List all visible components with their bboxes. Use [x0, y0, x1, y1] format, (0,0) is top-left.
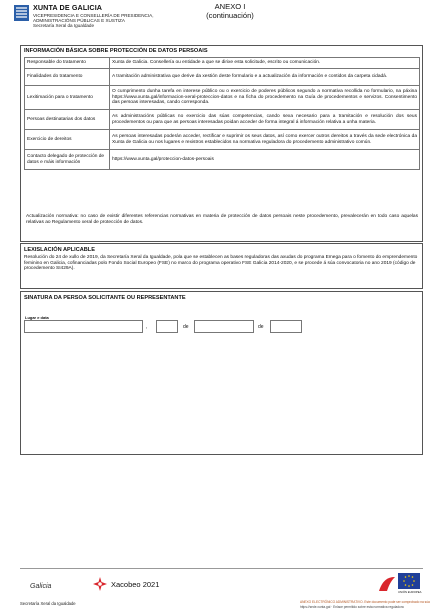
- table-row: [25, 69, 420, 86]
- eu-flag-icon: [398, 573, 420, 589]
- legislation-title: LEXISLACIÓN APLICABLE: [24, 247, 95, 253]
- org-line-3: Secretaría Xeral da Igualdade: [33, 23, 95, 28]
- xacobeo-logo-icon: [92, 576, 108, 592]
- row-value: O cumprimento dunha tarefa en interese público ou o exercicio de poderes públicos segundo a normativa recollida no formulario, na páxina https://www.xunta.gal/informacion-xeral-proteccion-datos e na ficha do procedemento na Guía de procedementos e servizos. Consentimento das persoas interesadas, cando corresponda.: [110, 86, 420, 110]
- dpo-link[interactable]: https://www.xunta.gal/proteccion-datos-persoais: [112, 156, 214, 162]
- row-value: A tramitación administrativa que derive da xestión deste formulario e a actualización da información e contidos da carpeta cidadá.: [110, 69, 420, 86]
- table-row: [25, 150, 420, 170]
- table-row: [25, 86, 420, 110]
- day-input[interactable]: [156, 320, 178, 333]
- org-name: XUNTA DE GALICIA: [33, 3, 103, 12]
- xacobeo-logo-text: Xacobeo 2021: [111, 580, 160, 589]
- footer-department: Secretaría Xeral da Igualdade: [20, 601, 76, 606]
- annex-heading: ANEXO I: [214, 2, 246, 11]
- row-label: Responsable do tratamento: [25, 58, 110, 69]
- verification-line-1: ANEXO ELECTRÓNICO ADMINISTRATIVO. Este documento pode ser comprobado na súa: [300, 600, 430, 604]
- xunta-logo-icon: [14, 5, 29, 21]
- verification-line-2: https://sede.xunta.gal · Enlace permitido sobre esta normativa reguladora: [300, 605, 404, 609]
- fse-logo-icon: [377, 575, 397, 593]
- de-separator-2: de: [258, 324, 264, 330]
- galicia-logo-text: Galicia: [30, 583, 52, 590]
- data-protection-title: INFORMACIÓN BÁSICA SOBRE PROTECCIÓN DE DATOS PERSOAIS: [24, 48, 208, 54]
- row-label: Contacto delegado de protección de datos e máis información: [25, 150, 110, 170]
- signature-title: SINATURA DA PERSOA SOLICITANTE OU REPRESENTANTE: [24, 295, 186, 301]
- row-label: Exercicio de dereitos: [25, 130, 110, 150]
- table-row: [25, 58, 420, 69]
- org-line-2: ADMINISTRACIÓNS PÚBLICAS E XUSTIZA: [33, 18, 125, 23]
- table-row: [25, 130, 420, 150]
- row-label: Persoas destinatarias dos datos: [25, 110, 110, 130]
- regulatory-note: Actualización normativa: no caso de existir diferentes referencias normativas en materia de protección de datos persoais neste procedemento, prevalecerán en todo caso aquelas relativas ao Regulamento xeral de protección de datos.: [26, 214, 418, 225]
- de-separator-1: de: [183, 324, 189, 330]
- legislation-text: Resolución do 24 de xullo de 2019, da Secretaría Xeral da Igualdade, pola que se establecen as bases reguladoras das axudas do programa Emega para o fomento do emprendemento feminino en Galicia, cofinanciadas polo Fondo Social Europeo (FSE) no marco do programa operativo FSE Galicia 2014-2020, e se procede á súa convocatoria no ano 2019 (código de procedemento SI429A).: [24, 255, 418, 272]
- comma-separator: ,: [146, 324, 148, 330]
- place-input[interactable]: [24, 320, 143, 333]
- row-label: Lexitimación para o tratamento: [25, 86, 110, 110]
- org-line-1: VICEPRESIDENCIA E CONSELLERÍA DE PRESIDENCIA,: [33, 13, 154, 18]
- footer-divider: [20, 568, 423, 569]
- signature-section: [20, 291, 423, 455]
- row-value: As persoas interesadas poderán acceder, rectificar e suprimir os seus datos, así como exercer outros dereitos a través da sede electrónica da Xunta de Galicia ou nos lugares e rexistros establecidos na normativa reguladora do procedemento administrativo común.: [110, 130, 420, 150]
- galicia-logo: [30, 575, 51, 593]
- row-value: [110, 150, 420, 170]
- year-input[interactable]: [270, 320, 302, 333]
- eu-label: UNIÓN EUROPEA: [398, 590, 422, 594]
- row-value: As administracións públicas no exercicio das súas competencias, cando sexa necesario para a tramitación e resolución dos seus procedementos ou para que as persoas interesadas poidan acceder de forma integral á información relativa a unha materia.: [110, 110, 420, 130]
- month-input[interactable]: [194, 320, 254, 333]
- annex-title: [190, 2, 270, 20]
- data-protection-table: [24, 57, 420, 170]
- row-value: Xunta de Galicia. Consellería ou entidade a que se dirixe esta solicitude, escrito ou comunicación.: [110, 58, 420, 69]
- row-label: Finalidades do tratamento: [25, 69, 110, 86]
- annex-subheading: (continuación): [206, 11, 254, 20]
- table-row: [25, 110, 420, 130]
- place-date-label: Lugar e data: [25, 315, 49, 320]
